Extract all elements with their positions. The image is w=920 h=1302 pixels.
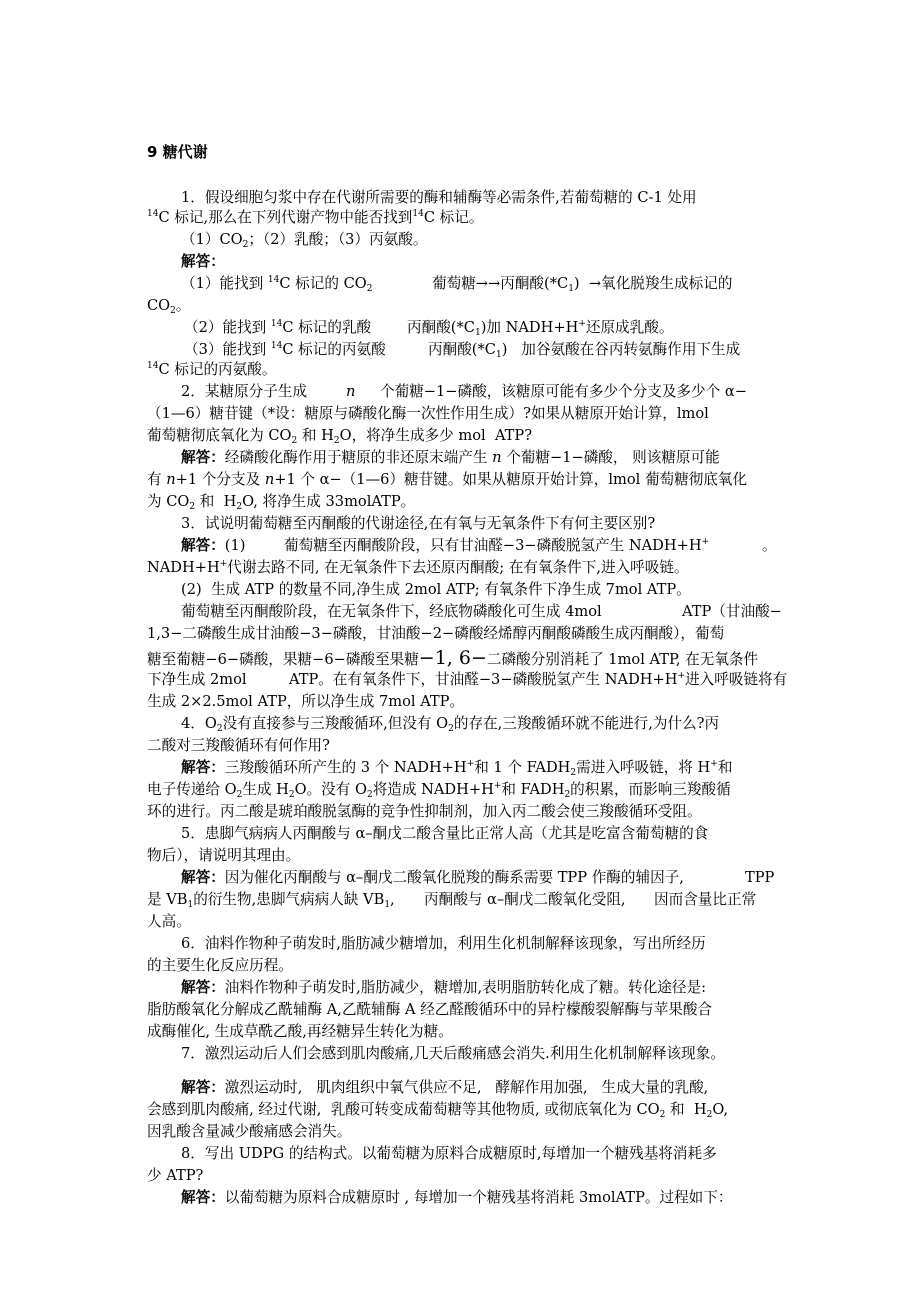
text-line: 会感到肌肉酸痛, 经过代谢, 乳酸可转变成葡萄糖等其他物质, 或彻底氧化为 $CO_2$ 和 $H_2O$, xyxy=(147,1101,729,1120)
text-line: 少 ATP? xyxy=(147,1167,204,1184)
text-line: 1,3−二磷酸生成甘油酸−3−磷酸，甘油酸−2−磷酸经烯醇丙酮酸磷酸生成丙酮酸），葡萄 xyxy=(147,625,725,642)
text-line: 1．假设细胞匀浆中存在代谢所需要的酶和辅酶等必需条件,若葡萄糖的 C-1 处用 xyxy=(181,189,697,206)
text-line: 5．患脚气病病人丙酮酸与 α–酮戊二酸含量比正常人高（尤其是吃富含葡萄糖的食 xyxy=(181,825,709,842)
text-line: $^{14}$C 标记的丙氨酸。 xyxy=(147,361,277,378)
text-line: （3）能找到 $^{14}$C 标记的丙氨酸 xyxy=(184,341,386,358)
text-line: 葡萄糖彻底氧化为 $CO_2$ 和 $H_2O$，将净生成多少 mol ATP? xyxy=(147,427,533,446)
text-line: NADH+H+代谢去路不同, 在无氧条件下去还原丙酮酸; 在有氧条件下,进入呼吸链。 xyxy=(147,559,689,576)
text-line: ATP（甘油酸− xyxy=(682,603,782,620)
page-title: 9 糖代谢 xyxy=(147,143,208,161)
text-line: ATP。在有氧条件下，甘油醛−3−磷酸脱氢产生 NADH+H+进入呼吸链将有 xyxy=(289,671,788,688)
text-line: （1）能找到 $^{14}$C 标记的 $CO_2$ xyxy=(181,275,373,294)
text-line: 的主要生化反应历程。 xyxy=(147,957,293,974)
text-line: 解答：因为催化丙酮酸与 α–酮戊二酸氧化脱羧的酶系需要 TPP 作酶的辅因子, xyxy=(181,869,684,886)
answer-label: 解答： xyxy=(181,253,225,270)
text-line: 葡萄糖至丙酮酸阶段，只有甘油醛−3−磷酸脱氢产生 NADH+H+ xyxy=(284,537,710,554)
text-line: 丙酮酸$(*C_1)$加 NADH+H+还原成乳酸。 xyxy=(407,319,674,338)
text-line: 丙酮酸与 α–酮戊二酸氧化受阻, xyxy=(424,891,626,908)
text-line: （1—6）糖苷键（*设：糖原与磷酸化酶一次性作用生成）?如果从糖原开始计算，lmol xyxy=(147,405,709,422)
text-line: 解答：以葡萄糖为原料合成糖原时 , 每增加一个糖残基将消耗 3molATP。过程如下： xyxy=(181,1189,733,1206)
text-line: 电子传递给 $O_2$生成 $H_2O$。没有 $O_2$将造成 NADH+H+和 $FADH_2$的积累，而影响三羧酸循 xyxy=(147,781,731,800)
text-line: (2) 生成 ATP 的数量不同,净生成 2mol ATP; 有氧条件下净生成 7mol ATP。 xyxy=(181,581,691,598)
text-line: 因而含量比正常 xyxy=(654,891,757,908)
text-line: 物后），请说明其理由。 xyxy=(147,847,301,864)
text-line: 2．某糖原分子生成 xyxy=(181,383,308,400)
text-line: 解答：(1) xyxy=(181,537,246,554)
text-line: 6．油料作物种子萌发时,脂肪减少糖增加，利用生化机制解释该现象，写出所经历 xyxy=(181,935,706,952)
text-line: 。 xyxy=(762,537,777,554)
text-line: 环的进行。丙二酸是琥珀酸脱氢酶的竞争性抑制剂，加入丙二酸会使三羧酸循环受阻。 xyxy=(147,803,702,820)
text-line: 解答：三羧酸循环所产生的 3 个 NADH+H+和 1 个 $FADH_2$需进入呼吸链，将 H+和 xyxy=(181,759,733,778)
text-line: 人高。 xyxy=(147,913,191,930)
text-line: 7．激烈运动后人们会感到肌肉酸痛,几天后酸痛感会消失.利用生化机制解释该现象。 xyxy=(181,1045,725,1062)
text-line: 下净生成 2mol xyxy=(147,671,247,688)
text-line: TPP xyxy=(745,869,775,886)
text-line: 二酸对三羧酸循环有何作用? xyxy=(147,737,330,754)
text-line: $^{14}$C 标记,那么在下列代谢产物中能否找到$^{14}$C 标记。 xyxy=(147,209,484,226)
text-line: $(1)CO_2$；（2）乳酸；（3）丙氨酸。 xyxy=(181,231,428,250)
text-line: 葡萄糖→→丙酮酸$(*C_1)$ →氧化脱羧生成标记的 xyxy=(432,275,733,294)
text-line: 糖至葡糖−6−磷酸，果糖−6−磷酸至果糖−1, 6−二磷酸分别消耗了 1mol ATP, 在无氧条件 xyxy=(147,647,759,669)
text-line: 解答：激烈运动时, 肌肉组织中氧气供应不足, 酵解作用加强, 生成大量的乳酸, xyxy=(181,1079,709,1096)
text-line: 因乳酸含量减少酸痛感会消失。 xyxy=(147,1123,352,1140)
text-line: 为 $CO_2$ 和 $H_2O$, 将净生成 33molATP。 xyxy=(147,493,416,512)
variable-n: n xyxy=(346,383,356,400)
text-line: 葡萄糖至丙酮酸阶段，在无氧条件下，经底物磷酸化可生成 4mol xyxy=(181,603,602,620)
text-line: 有 n+1 个分支及 n+1 个 α−（1—6）糖苷键。如果从糖原开始计算，lmol 葡萄糖彻底氧化 xyxy=(147,471,748,488)
text-line: 生成 2×2.5mol ATP，所以净生成 7mol ATP。 xyxy=(147,693,465,710)
text-line: 成酶催化, 生成草酰乙酸,再经糖异生转化为糖。 xyxy=(147,1023,453,1040)
text-line: 丙酮酸$(*C_1)$ 加谷氨酸在谷丙转氨酶作用下生成 xyxy=(428,341,741,360)
text-line: 是 $VB_1$的衍生物,患脚气病病人缺 $VB_1$, xyxy=(147,891,395,910)
text-line: 3．试说明葡萄糖至丙酮酸的代谢途径,在有氧与无氧条件下有何主要区别? xyxy=(181,515,656,532)
text-line: 解答：油料作物种子萌发时,脂肪减少，糖增加,表明脂肪转化成了糖。转化途径是: xyxy=(181,979,706,996)
text-line: （2）能找到 $^{14}$C 标记的乳酸 xyxy=(184,319,372,336)
text-line: 4．$O_2$没有直接参与三羧酸循环,但没有 $O_2$的存在,三羧酸循环就不能进行,为什么?丙 xyxy=(181,715,720,734)
text-line: 解答：经磷酸化酶作用于糖原的非还原末端产生 n 个葡糖−1−磷酸， 则该糖原可能 xyxy=(181,449,720,466)
text-line: 个葡糖−1−磷酸，该糖原可能有多少个分支及多少个 α− xyxy=(380,383,747,400)
text-line: 8．写出 UDPG 的结构式。以葡萄糖为原料合成糖原时,每增加一个糖残基将消耗多 xyxy=(181,1145,717,1162)
text-line: $CO_2$。 xyxy=(147,297,191,316)
text-line: 脂肪酸氧化分解成乙酰辅酶 A,乙酰辅酶 A 经乙醛酸循环中的异柠檬酸裂解酶与苹果酸合 xyxy=(147,1001,713,1018)
